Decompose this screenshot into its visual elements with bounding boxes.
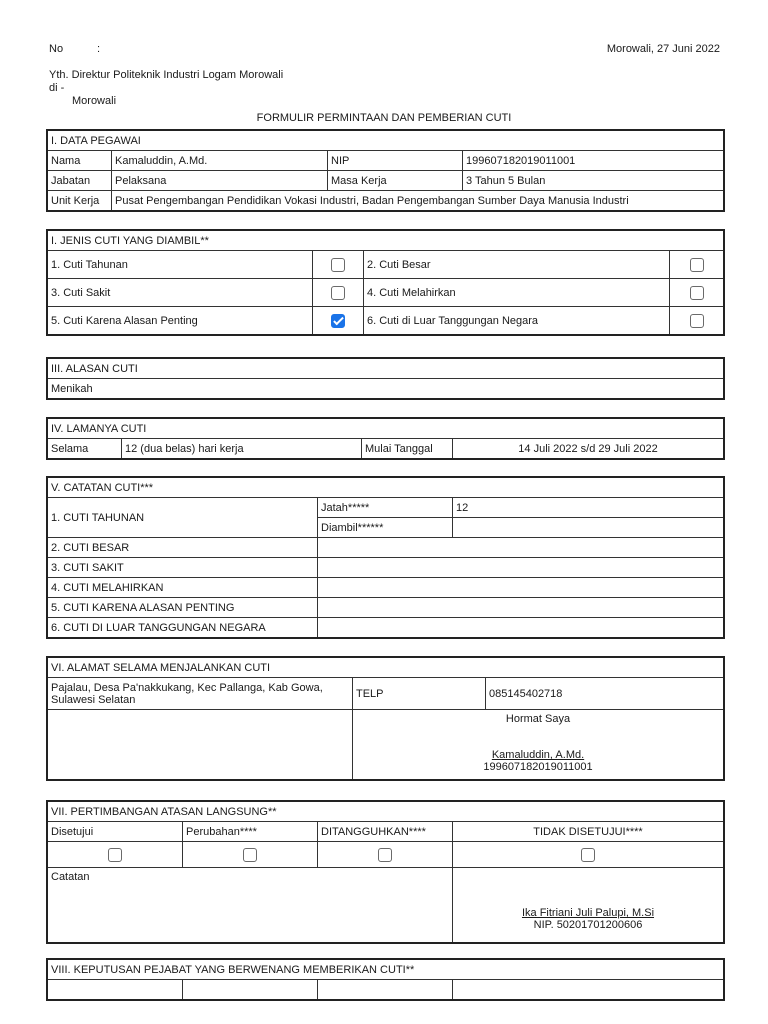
decision-cell bbox=[453, 980, 724, 1000]
applicant-signature-block bbox=[353, 710, 724, 780]
diambil-label: Diambil****** bbox=[318, 518, 453, 538]
section-title: I. DATA PEGAWAI bbox=[48, 131, 724, 151]
supervisor-consideration-table bbox=[47, 801, 724, 943]
checkbox-perubahan[interactable] bbox=[243, 848, 257, 862]
notes-row-value bbox=[318, 558, 724, 578]
checkbox-cell bbox=[183, 842, 318, 868]
official-decision-table bbox=[47, 959, 724, 1000]
section-title: IV. LAMANYA CUTI bbox=[48, 419, 724, 439]
section-title: VI. ALAMAT SELAMA MENJALANKAN CUTI bbox=[48, 658, 724, 678]
applicant-name: Kamaluddin, A.Md. bbox=[491, 749, 585, 761]
no-label: No bbox=[49, 43, 64, 55]
section-title: V. CATATAN CUTI*** bbox=[48, 478, 724, 498]
option-ditangguhkan: DITANGGUHKAN**** bbox=[318, 822, 453, 842]
leave-reason-value: Menikah bbox=[48, 379, 724, 399]
diambil-value bbox=[453, 518, 724, 538]
option-disetujui: Disetujui bbox=[48, 822, 183, 842]
checkbox-cell bbox=[48, 842, 183, 868]
selama-value: 12 (dua belas) hari kerja bbox=[122, 439, 362, 459]
notes-row-label: 5. CUTI KARENA ALASAN PENTING bbox=[48, 598, 318, 618]
selama-label: Selama bbox=[48, 439, 122, 459]
section-title: III. ALASAN CUTI bbox=[48, 359, 724, 379]
checkbox-tahunan[interactable] bbox=[331, 258, 345, 272]
nama-label: Nama bbox=[48, 151, 112, 171]
decision-cell bbox=[318, 980, 453, 1000]
unit-value: Pusat Pengembangan Pendidikan Vokasi Industri, Badan Pengembangan Sumber Daya Manusia Industri bbox=[112, 191, 724, 211]
checkbox-melahirkan[interactable] bbox=[690, 286, 704, 300]
jabatan-label: Jabatan bbox=[48, 171, 112, 191]
mulai-label: Mulai Tanggal bbox=[362, 439, 453, 459]
section-title: I. JENIS CUTI YANG DIAMBIL** bbox=[48, 231, 724, 251]
leave-reason-table bbox=[47, 358, 724, 399]
mulai-value: 14 Juli 2022 s/d 29 Juli 2022 bbox=[453, 439, 724, 459]
checkbox-disetujui[interactable] bbox=[108, 848, 122, 862]
notes-row-label: 3. CUTI SAKIT bbox=[48, 558, 318, 578]
leave-option-cell bbox=[670, 279, 724, 307]
nip-value: 199607182019011001 bbox=[463, 151, 724, 171]
checkbox-besar[interactable] bbox=[690, 258, 704, 272]
leave-option-label: 5. Cuti Karena Alasan Penting bbox=[48, 307, 313, 335]
jatah-label: Jatah***** bbox=[318, 498, 453, 518]
decision-cell bbox=[48, 980, 183, 1000]
nip-label: NIP bbox=[328, 151, 463, 171]
notes-row-value bbox=[318, 538, 724, 558]
unit-label: Unit Kerja bbox=[48, 191, 112, 211]
supervisor-signature-block bbox=[453, 868, 724, 943]
employee-data-table bbox=[47, 130, 724, 211]
checkbox-luar-tanggungan[interactable] bbox=[690, 314, 704, 328]
city: Morowali bbox=[72, 95, 117, 107]
leave-option-cell bbox=[313, 279, 364, 307]
option-perubahan: Perubahan**** bbox=[183, 822, 318, 842]
masa-kerja-value: 3 Tahun 5 Bulan bbox=[463, 171, 724, 191]
leave-option-label: 6. Cuti di Luar Tanggungan Negara bbox=[364, 307, 670, 335]
notes-row-value bbox=[318, 618, 724, 638]
leave-option-cell bbox=[670, 251, 724, 279]
leave-option-cell bbox=[670, 307, 724, 335]
checkbox-ditangguhkan[interactable] bbox=[378, 848, 392, 862]
option-tidak-disetujui: TIDAK DISETUJUI**** bbox=[453, 822, 724, 842]
checkbox-sakit[interactable] bbox=[331, 286, 345, 300]
supervisor-name: Ika Fitriani Juli Palupi, M.Si bbox=[521, 907, 655, 919]
leave-option-cell bbox=[313, 307, 364, 335]
place-date: Morowali, 27 Juni 2022 bbox=[606, 43, 720, 55]
no-colon: : bbox=[97, 43, 101, 55]
notes-row-label: 2. CUTI BESAR bbox=[48, 538, 318, 558]
jatah-value: 12 bbox=[453, 498, 724, 518]
addressee: Yth. Direktur Politeknik Industri Logam Morowali bbox=[49, 69, 284, 81]
applicant-nip: 199607182019011001 bbox=[483, 761, 593, 773]
leave-type-table bbox=[47, 230, 724, 335]
notes-row-value bbox=[318, 578, 724, 598]
address-block bbox=[49, 69, 283, 108]
checkbox-cell bbox=[318, 842, 453, 868]
cuti-tahunan-label: 1. CUTI TAHUNAN bbox=[48, 498, 318, 538]
leave-duration-table bbox=[47, 418, 724, 459]
notes-row-value bbox=[318, 598, 724, 618]
checkbox-tidak-disetujui[interactable] bbox=[581, 848, 595, 862]
leave-notes-table bbox=[47, 477, 724, 638]
address-blank bbox=[48, 710, 353, 780]
closing-text: Hormat Saya bbox=[505, 713, 571, 725]
section-title: VII. PERTIMBANGAN ATASAN LANGSUNG** bbox=[48, 802, 724, 822]
telp-label: TELP bbox=[353, 678, 486, 710]
form-title: FORMULIR PERMINTAAN DAN PEMBERIAN CUTI bbox=[256, 112, 512, 124]
telp-value: 085145402718 bbox=[486, 678, 724, 710]
catatan-label: Catatan bbox=[48, 868, 453, 943]
di-label: di - bbox=[49, 82, 65, 94]
leave-option-cell bbox=[313, 251, 364, 279]
checkbox-alasan-penting[interactable] bbox=[331, 314, 345, 328]
checkbox-cell bbox=[453, 842, 724, 868]
jabatan-value: Pelaksana bbox=[112, 171, 328, 191]
leave-option-label: 3. Cuti Sakit bbox=[48, 279, 313, 307]
leave-option-label: 2. Cuti Besar bbox=[364, 251, 670, 279]
decision-cell bbox=[183, 980, 318, 1000]
section-title: VIII. KEPUTUSAN PEJABAT YANG BERWENANG MEMBERIKAN CUTI** bbox=[48, 960, 724, 980]
leave-option-label: 4. Cuti Melahirkan bbox=[364, 279, 670, 307]
masa-kerja-label: Masa Kerja bbox=[328, 171, 463, 191]
notes-row-label: 6. CUTI DI LUAR TANGGUNGAN NEGARA bbox=[48, 618, 318, 638]
leave-option-label: 1. Cuti Tahunan bbox=[48, 251, 313, 279]
address-value: Pajalau, Desa Pa'nakkukang, Kec Pallanga, Kab Gowa, Sulawesi Selatan bbox=[48, 678, 353, 710]
leave-address-table bbox=[47, 657, 724, 780]
notes-row-label: 4. CUTI MELAHIRKAN bbox=[48, 578, 318, 598]
nama-value: Kamaluddin, A.Md. bbox=[112, 151, 328, 171]
supervisor-nip: NIP. 50201701200606 bbox=[533, 919, 643, 931]
